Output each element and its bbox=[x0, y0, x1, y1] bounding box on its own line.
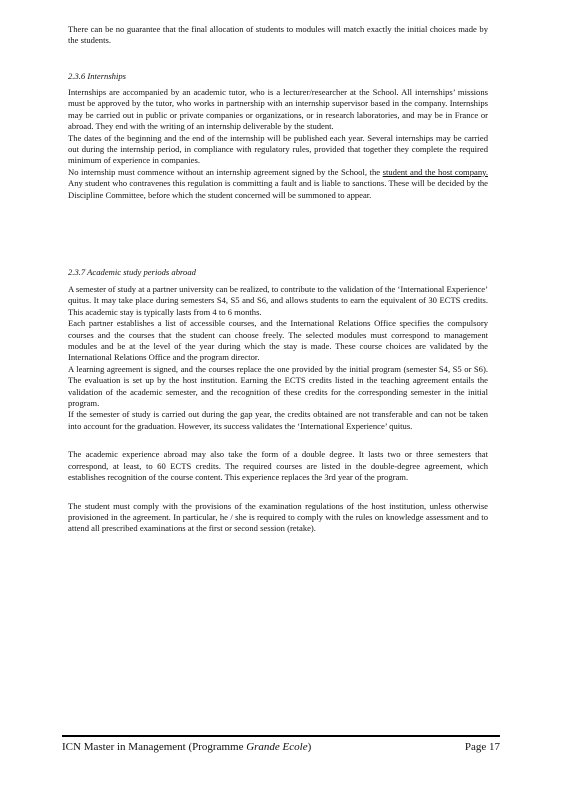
academic-paragraph-1: A semester of study at a partner university can be realized, to contribute to the validation of the ‘International Experience’ quitus. It may take place during semesters S4, S5 and S6, and allows students to earn the equivalent of 30 ECTS credits. This academic stay is typically lasts from 4 to 6 months. bbox=[68, 284, 488, 317]
internships-p3-start: No internship must commence without an internship agreement signed by the School, the bbox=[68, 166, 383, 177]
intro-text: There can be no guarantee that the final allocation of students to modules will match exactly the initial choices made by the students. bbox=[68, 24, 488, 46]
footer-divider bbox=[62, 735, 500, 737]
academic-paragraph-3: A learning agreement is signed, and the courses replace the one provided by the initial program (semester S4, S5 or S6). The evaluation is set up by the host institution. Earning the ECTS credits listed in the teaching agreement entails the validation of the academic semester, and the recognition of these credits for the corresponding semester in the initial program. bbox=[68, 363, 488, 409]
internships-paragraph-2: The dates of the beginning and the end of the internship will be published each year. Several internships may be carried out during the internship period, in compliance with regulatory rules, provided that together they complete the required minimum of experience in companies. bbox=[68, 132, 488, 166]
internships-p3-end: Any student who contravenes this regulation is committing a fault and is liable to sanctions. These will be decided by the Discipline Committee, before which the student concerned will be summoned to appear. bbox=[68, 178, 488, 200]
page-number: Page 17 bbox=[464, 741, 500, 753]
academic-paragraph-4: If the semester of study is carried out during the gap year, the credits obtained are not transferable and can not be taken into account for the graduation. However, its success validates the ‘International Experience’ quitus. bbox=[68, 409, 488, 431]
internships-section bbox=[68, 87, 488, 201]
internships-p3-underlined: student and the host company. bbox=[382, 166, 488, 177]
academic-paragraph-2: Each partner establishes a list of accessible courses, and the International Relations Office specifies the compulsory courses and the courses that the student can choose freely. The selected modules must correspond to management modules and be at the level of the year during which the stay is made. These course choices are validated by the International Relations Office and the program director. bbox=[68, 318, 488, 363]
academic-study-section bbox=[68, 284, 488, 535]
internships-paragraph-3 bbox=[68, 167, 488, 201]
footer-title-italic: Grande Ecole bbox=[246, 741, 308, 753]
internships-paragraph-1: Internships are accompanied by an academic tutor, who is a lecturer/researcher at the School. All internships’ missions must be approved by the tutor, who works in partnership with an internship supervisor based in the company. Internships may be carried out in public or private companies or organizations, or in research laboratories, and may be in France or abroad. They end with the writing of an internship deliverable by the student. bbox=[68, 87, 488, 132]
footer-title bbox=[62, 741, 311, 753]
academic-paragraph-5: The academic experience abroad may also take the form of a double degree. It lasts two or three semesters that correspond, at least, to 60 ECTS credits. The required courses are listed in the double-degree agreement, which establishes recognition of the course content. This experience replaces the 3rd year of the program. bbox=[68, 449, 488, 483]
footer-title-main: ICN Master in Management (Programme bbox=[62, 741, 247, 753]
intro-paragraph bbox=[68, 24, 488, 47]
section-heading-internships: 2.3.6 Internships bbox=[68, 71, 127, 81]
section-heading-academic-study: 2.3.7 Academic study periods abroad bbox=[68, 267, 196, 277]
academic-paragraph-6: The student must comply with the provisions of the examination regulations of the host institution, unless otherwise provisioned in the agreement. In particular, he / she is required to comply with the rules on knowledge assessment and to attend all prescribed examinations at the first or second session (retake). bbox=[68, 500, 488, 534]
footer-title-end: ) bbox=[307, 741, 312, 753]
